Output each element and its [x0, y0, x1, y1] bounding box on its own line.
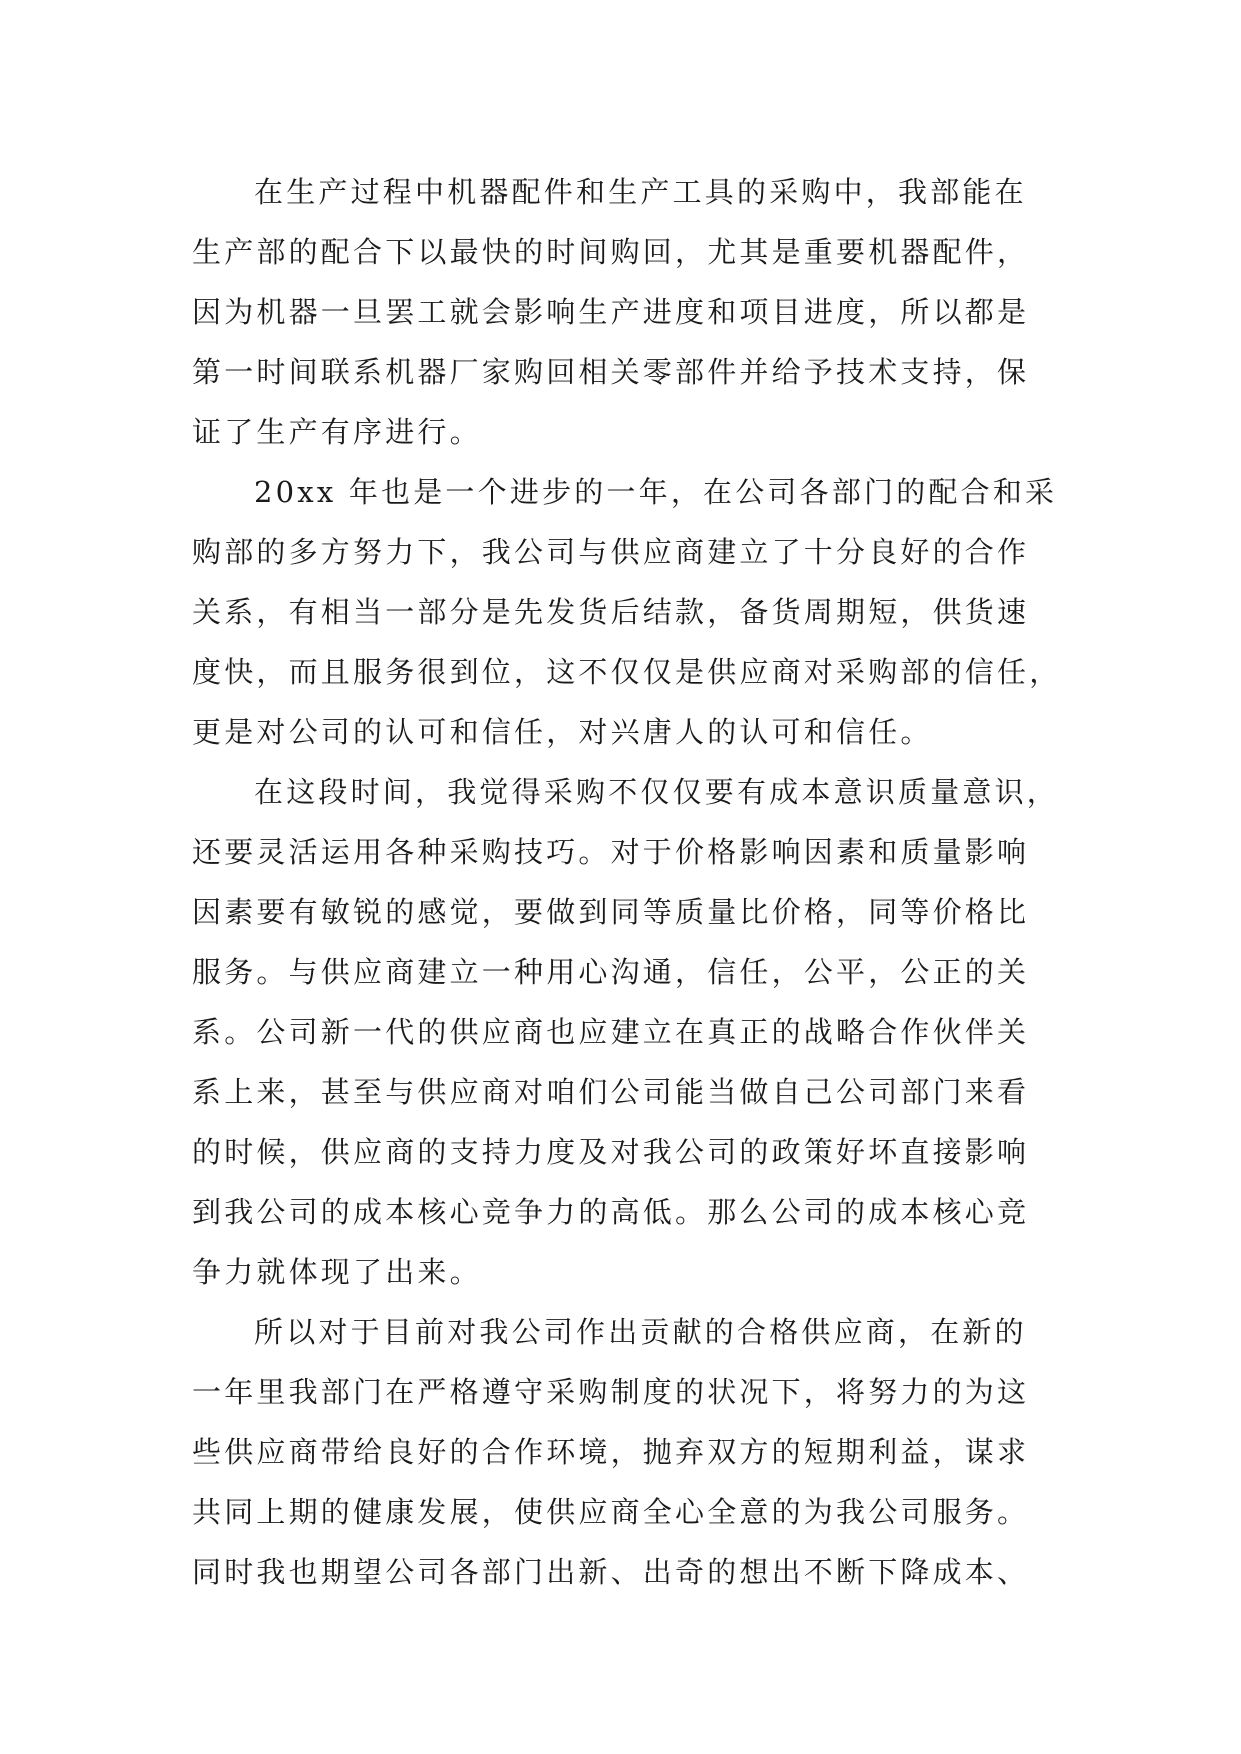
- paragraph-procurement-skills: [192, 762, 1072, 1302]
- text-line: 度快，而且服务很到位，这不仅仅是供应商对采购部的信任，: [192, 655, 1062, 689]
- text-line: 争力就体现了出来。: [192, 1255, 482, 1289]
- text-line: 到我公司的成本核心竞争力的高低。那么公司的成本核心竞: [192, 1195, 1030, 1229]
- text-line: 第一时间联系机器厂家购回相关零部件并给予技术支持，保: [192, 355, 1030, 389]
- body-text: [192, 162, 1072, 1602]
- text-line: 购部的多方努力下，我公司与供应商建立了十分良好的合作: [192, 535, 1030, 569]
- text-line: 关系，有相当一部分是先发货后结款，备货周期短，供货速: [192, 595, 1030, 629]
- text-line: 证了生产有序进行。: [192, 415, 482, 449]
- paragraph-procurement-parts: [192, 162, 1072, 462]
- text-line: 更是对公司的认可和信任，对兴唐人的认可和信任。: [192, 715, 933, 749]
- paragraph-supplier-plan: [192, 1302, 1072, 1602]
- paragraph-year-progress: [192, 462, 1072, 762]
- text-line: 因为机器一旦罢工就会影响生产进度和项目进度，所以都是: [192, 295, 1030, 329]
- text-line: 同时我也期望公司各部门出新、出奇的想出不断下降成本、: [192, 1555, 1030, 1589]
- text-line: 因素要有敏锐的感觉，要做到同等质量比价格，同等价格比: [192, 895, 1030, 929]
- text-line: 的时候，供应商的支持力度及对我公司的政策好坏直接影响: [192, 1135, 1030, 1169]
- text-line: 一年里我部门在严格遵守采购制度的状况下，将努力的为这: [192, 1375, 1030, 1409]
- text-line: 些供应商带给良好的合作环境，抛弃双方的短期利益，谋求: [192, 1435, 1030, 1469]
- text-line: 生产部的配合下以最快的时间购回，尤其是重要机器配件，: [192, 235, 1030, 269]
- text-line: 还要灵活运用各种采购技巧。对于价格影响因素和质量影响: [192, 835, 1030, 869]
- text-line: 20xx 年也是一个进步的一年，在公司各部门的配合和采: [254, 475, 1058, 509]
- text-line: 在生产过程中机器配件和生产工具的采购中，我部能在: [254, 175, 1027, 209]
- text-line: 共同上期的健康发展，使供应商全心全意的为我公司服务。: [192, 1495, 1030, 1529]
- text-line: 系上来，甚至与供应商对咱们公司能当做自己公司部门来看: [192, 1075, 1030, 1109]
- text-line: 服务。与供应商建立一种用心沟通，信任，公平，公正的关: [192, 955, 1030, 989]
- text-line: 所以对于目前对我公司作出贡献的合格供应商，在新的: [254, 1315, 1027, 1349]
- text-line: 在这段时间，我觉得采购不仅仅要有成本意识质量意识，: [254, 775, 1060, 809]
- text-line: 系。公司新一代的供应商也应建立在真正的战略合作伙伴关: [192, 1015, 1030, 1049]
